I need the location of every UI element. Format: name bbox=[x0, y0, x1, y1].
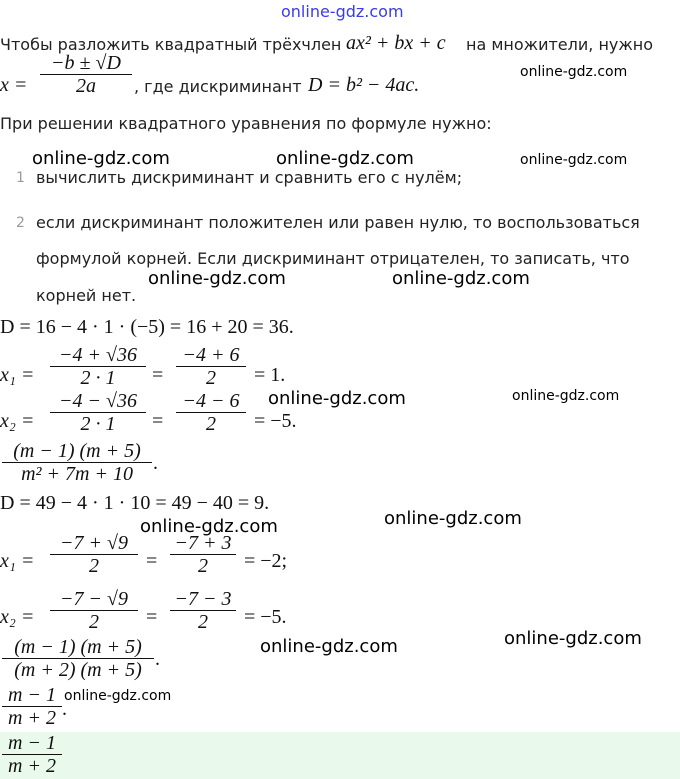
fraction-num: −7 − 3 bbox=[174, 588, 232, 610]
watermark: online-gdz.com bbox=[260, 636, 398, 657]
equals: = bbox=[146, 606, 158, 628]
x2-fraction-2 bbox=[176, 390, 246, 435]
step-text: вычислить дискриминант и сравнить его с нулём; bbox=[36, 168, 463, 187]
watermark: online-gdz.com bbox=[504, 628, 642, 649]
answer-fraction bbox=[2, 732, 62, 777]
equals: = bbox=[146, 550, 158, 572]
watermark: online-gdz.com bbox=[384, 508, 522, 529]
watermark: online-gdz.com bbox=[392, 268, 530, 289]
fraction-den: 2 bbox=[206, 367, 216, 389]
watermark: online-gdz.com bbox=[140, 516, 278, 537]
x1-fraction-2 bbox=[176, 344, 246, 389]
roots-formula-den: 2a bbox=[76, 75, 96, 97]
fraction-num: −7 + √9 bbox=[60, 532, 128, 554]
roots-formula-num: −b ± √D bbox=[51, 52, 121, 74]
x2-result: = −5. bbox=[244, 606, 287, 628]
intro-text-1: Чтобы разложить квадратный трёхчлен bbox=[0, 35, 342, 54]
fraction-den: 2 bbox=[198, 611, 208, 633]
watermark-top: online-gdz.com bbox=[281, 2, 404, 21]
watermark: online-gdz.com bbox=[276, 148, 414, 169]
step-number: 1 bbox=[16, 170, 25, 186]
watermark: online-gdz.com bbox=[148, 268, 286, 289]
step-number: 2 bbox=[16, 215, 25, 231]
fraction-num: −7 − √9 bbox=[60, 588, 128, 610]
x-lhs: x = bbox=[0, 74, 28, 96]
x2-lhs: x₂ = bbox=[0, 606, 35, 628]
step-text: если дискриминант положителен или равен нулю, то воспользоваться bbox=[36, 213, 640, 232]
x1-fraction-2 bbox=[170, 532, 236, 577]
fraction-den: m² + 7m + 10 bbox=[21, 463, 133, 485]
x2-result: = −5. bbox=[254, 410, 297, 432]
watermark: online-gdz.com bbox=[64, 688, 172, 704]
watermark: online-gdz.com bbox=[520, 152, 628, 168]
roots-formula bbox=[40, 52, 132, 97]
intro-text-3: , где дискриминант bbox=[134, 77, 302, 96]
x1-fraction-1 bbox=[50, 344, 146, 389]
x2-fraction-1 bbox=[50, 588, 138, 633]
x1-lhs: x₁ = bbox=[0, 550, 35, 572]
step-text: корней нет. bbox=[36, 286, 137, 305]
fraction-a bbox=[2, 440, 152, 485]
method-heading: При решении квадратного уравнения по формуле нужно: bbox=[0, 114, 492, 133]
fraction-den: m + 2 bbox=[8, 755, 56, 777]
watermark: online-gdz.com bbox=[512, 388, 620, 404]
period: . bbox=[155, 648, 160, 670]
fraction-num: (m − 1) (m + 5) bbox=[13, 440, 141, 462]
x2-fraction-1 bbox=[50, 390, 146, 435]
intro-text-2: на множители, нужно bbox=[466, 35, 654, 54]
x2-fraction-2 bbox=[170, 588, 236, 633]
fraction-num: −4 + 6 bbox=[182, 344, 240, 366]
discriminant-2: D = 49 − 4 · 1 · 10 = 49 − 40 = 9. bbox=[0, 492, 270, 514]
x1-result: = −2; bbox=[244, 550, 288, 572]
x1-lhs: x₁ = bbox=[0, 364, 35, 386]
fraction-den: m + 2 bbox=[8, 707, 56, 729]
fraction-den: 2 · 1 bbox=[80, 413, 116, 435]
fraction-num: −4 − 6 bbox=[182, 390, 240, 412]
watermark: online-gdz.com bbox=[268, 388, 406, 409]
discriminant-formula: D = b² − 4ac. bbox=[308, 74, 420, 96]
x1-result: = 1. bbox=[254, 364, 286, 386]
fraction-den: 2 · 1 bbox=[80, 367, 116, 389]
answer-box bbox=[0, 732, 680, 779]
intro-trinomial: ax² + bx + c bbox=[346, 32, 446, 54]
fraction-den: (m + 2) (m + 5) bbox=[14, 659, 142, 681]
fraction-c bbox=[2, 684, 62, 729]
watermark: online-gdz.com bbox=[32, 148, 170, 169]
step-text: формулой корней. Если дискриминант отрицателен, то записать, что bbox=[36, 249, 630, 268]
fraction-num: −7 + 3 bbox=[174, 532, 232, 554]
fraction-num: −4 + √36 bbox=[59, 344, 137, 366]
fraction-num: −4 − √36 bbox=[59, 390, 137, 412]
period: . bbox=[62, 698, 67, 720]
x2-lhs: x₂ = bbox=[0, 410, 35, 432]
equals: = bbox=[152, 410, 164, 432]
fraction-den: 2 bbox=[198, 555, 208, 577]
discriminant-1: D = 16 − 4 · 1 · (−5) = 16 + 20 = 36. bbox=[0, 316, 294, 338]
x1-fraction-1 bbox=[50, 532, 138, 577]
watermark: online-gdz.com bbox=[520, 64, 628, 80]
fraction-b bbox=[2, 636, 154, 681]
fraction-num: (m − 1) (m + 5) bbox=[14, 636, 142, 658]
fraction-den: 2 bbox=[89, 555, 99, 577]
fraction-den: 2 bbox=[89, 611, 99, 633]
equals: = bbox=[152, 364, 164, 386]
fraction-num: m − 1 bbox=[8, 684, 56, 706]
fraction-num: m − 1 bbox=[8, 732, 56, 754]
fraction-den: 2 bbox=[206, 413, 216, 435]
period: . bbox=[153, 452, 158, 474]
